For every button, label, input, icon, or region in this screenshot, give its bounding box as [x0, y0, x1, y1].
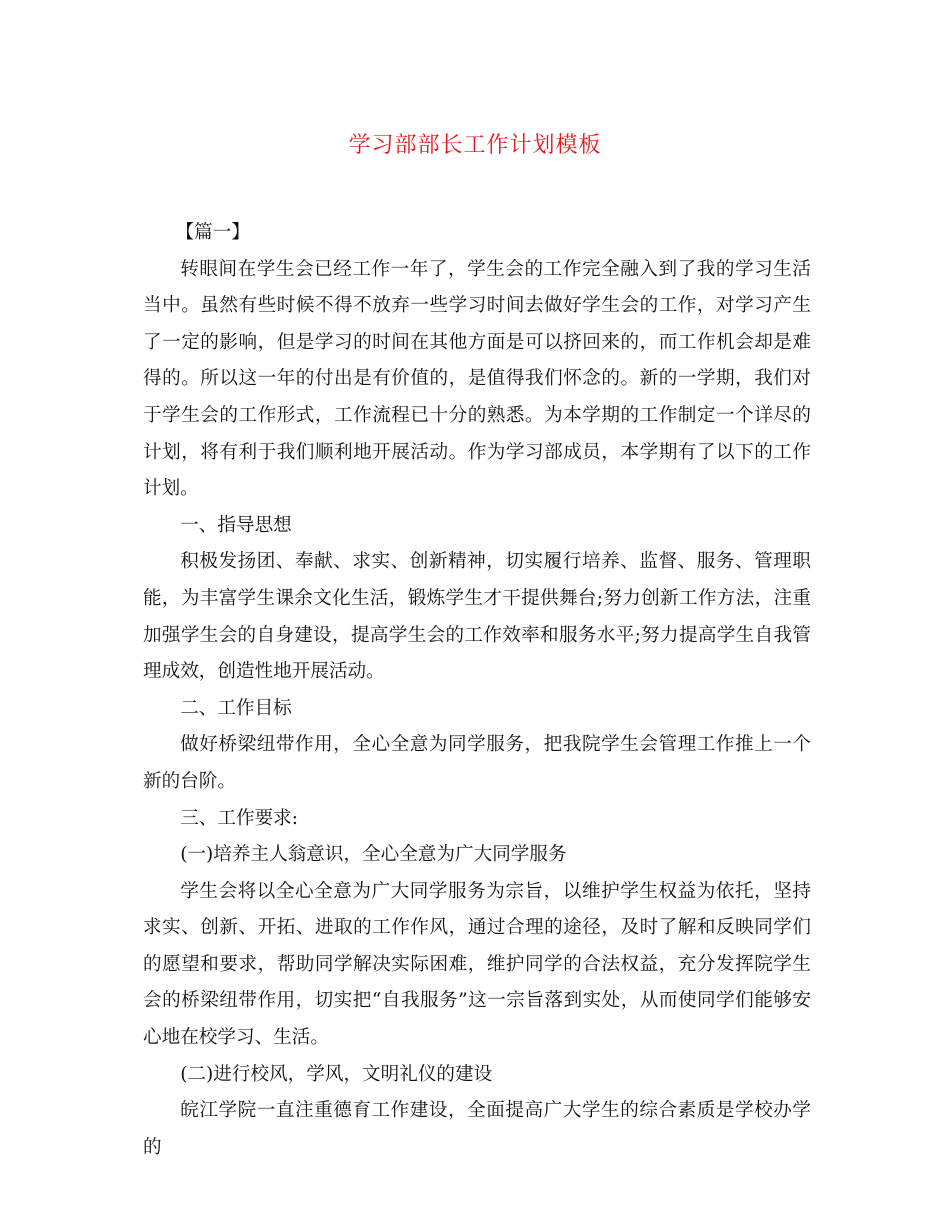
subsection-paragraph-1: 学生会将以全心全意为广大同学服务为宗旨，以维护学生权益为依托，坚持求实、创新、开拓、进取的工作作风，通过合理的途径，及时了解和反映同学们的愿望和要求，帮助同学解决实际困难，维护同学的合法权益，充分发挥院学生会的桥梁纽带作用，切实把“自我服务”这一宗旨落到实处，从而使同学们能够安心地在校学习、生活。	[143, 880, 811, 1049]
document-title: 学习部部长工作计划模板	[348, 133, 602, 158]
subsection-heading-1: (一)培养主人翁意识，全心全意为广大同学服务	[180, 844, 567, 866]
part-label: 【篇一】	[175, 222, 250, 243]
document-body	[143, 215, 811, 1166]
section-paragraph-2: 做好桥梁纽带作用，全心全意为同学服务，把我院学生会管理工作推上一个新的台阶。	[143, 734, 811, 792]
section-heading-2: 二、工作目标	[180, 697, 292, 719]
subsection-paragraph-2: 皖江学院一直注重德育工作建设，全面提高广大学生的综合素质是学校办学的	[143, 1100, 811, 1158]
section-heading-1: 一、指导思想	[180, 514, 292, 536]
intro-paragraph: 转眼间在学生会已经工作一年了，学生会的工作完全融入到了我的学习生活当中。虽然有些时候不得不放弃一些学习时间去做好学生会的工作，对学习产生了一定的影响，但是学习的时间在其他方面是可以挤回来的，而工作机会却是难得的。所以这一年的付出是有价值的，是值得我们怀念的。新的一学期，我们对于学生会的工作形式，工作流程已十分的熟悉。为本学期的工作制定一个详尽的计划，将有利于我们顺利地开展活动。作为学习部成员，本学期有了以下的工作计划。	[143, 258, 811, 500]
section-heading-3: 三、工作要求:	[180, 807, 299, 829]
section-paragraph-1: 积极发扬团、奉献、求实、创新精神，切实履行培养、监督、服务、管理职能，为丰富学生课余文化生活，锻炼学生才干提供舞台;努力创新工作方法，注重加强学生会的自身建设，提高学生会的工作效率和服务水平;努力提高学生自我管理成效，创造性地开展活动。	[143, 551, 811, 683]
subsection-heading-2: (二)进行校风，学风，文明礼仪的建设	[180, 1063, 493, 1085]
